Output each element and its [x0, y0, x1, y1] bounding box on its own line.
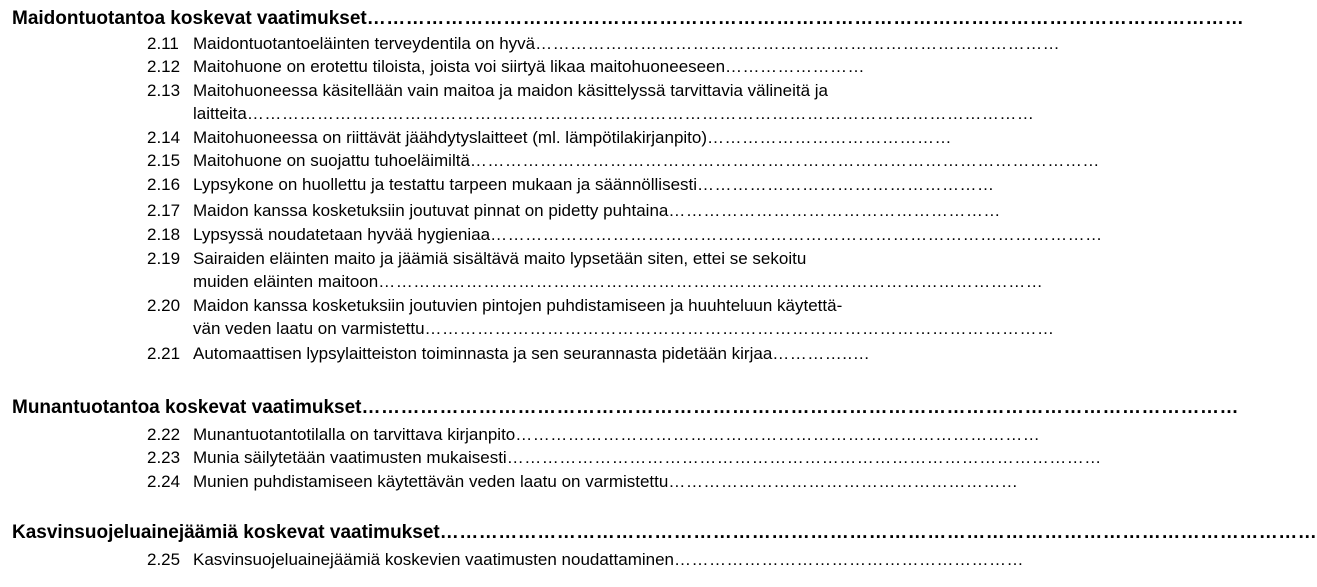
leader-dots: ……………………………………………………………………………………………	[490, 225, 1103, 244]
toc-entry-2-16[interactable]	[147, 174, 996, 197]
entry-number: 2.24	[147, 472, 181, 491]
entry-text: Lypsykone on huollettu ja testattu tarpeen mukaan ja säännöllisesti	[193, 175, 698, 194]
entry-text: Kasvinsuojeluainejäämiä koskevien vaatimusten noudattaminen	[193, 550, 675, 569]
leader-dots: ……………………………………………………………………………………………………	[378, 272, 1044, 291]
entry-text: Automaattisen lypsylaitteiston toiminnasta ja sen seurannasta pidetään kirjaa	[193, 344, 773, 363]
leader-dots: ………………………………………………………………………………	[515, 425, 1041, 444]
entry-number: 2.11	[147, 34, 179, 53]
toc-entry-2-18[interactable]	[147, 224, 1103, 247]
entry-number: 2.17	[147, 201, 181, 220]
toc-entry-2-22[interactable]	[147, 424, 1041, 447]
section-heading-text: Kasvinsuojeluainejäämiä koskevat vaatimukset	[12, 522, 440, 543]
entry-text: Maidontuotantoeläinten terveydentila on hyvä	[193, 34, 536, 53]
section-heading-text: Munantuotantoa koskevat vaatimukset	[12, 397, 362, 418]
entry-number: 2.16	[147, 175, 181, 194]
entry-number: 2.20	[147, 296, 181, 315]
entry-text: Maidon kanssa kosketuksiin joutuvien pintojen puhdistamiseen ja huuhteluun käytettä-	[193, 296, 843, 315]
toc-entry-2-19-continuation[interactable]	[147, 271, 1042, 294]
entry-number: 2.25	[147, 550, 181, 569]
toc-entry-2-15[interactable]	[147, 150, 1100, 173]
section-heading-maidontuotanto	[12, 7, 1245, 31]
leader-dots: ………………………………………………………………………………………………	[469, 151, 1100, 170]
toc-entry-2-17[interactable]	[147, 200, 1001, 223]
entry-text: Munantuotantotilalla on tarvittava kirjanpito	[193, 425, 516, 444]
entry-text: Sairaiden eläinten maito ja jäämiä sisältävä maito lypsetään siten, ettei se sekoitu	[193, 249, 807, 268]
section-heading-munantuotanto	[12, 396, 1239, 420]
entry-text-continuation: muiden eläinten maitoon	[193, 272, 379, 291]
entry-number: 2.13	[147, 81, 181, 100]
entry-text-continuation: vän veden laatu on varmistettu	[193, 319, 425, 338]
entry-number: 2.15	[147, 151, 181, 170]
entry-text: Maitohuone on erotettu tiloista, joista voi siirtyä likaa maitohuoneeseen	[193, 57, 726, 76]
toc-entry-2-13-continuation[interactable]	[147, 103, 1042, 126]
entry-text: Maitohuoneessa on riittävät jäähdytyslaitteet (ml. lämpötilakirjanpito)	[193, 128, 708, 147]
toc-entry-2-25[interactable]	[147, 549, 1025, 572]
toc-entry-2-20-continuation[interactable]	[147, 318, 1055, 341]
toc-entry-2-20[interactable]	[147, 295, 996, 318]
toc-entry-2-21[interactable]	[147, 343, 996, 366]
entry-number: 2.18	[147, 225, 181, 244]
entry-number: 2.12	[147, 57, 181, 76]
entry-text: Maitohuone on suojattu tuhoeläimiltä	[193, 151, 470, 170]
leader-dots: ……………………………………	[707, 128, 953, 147]
leader-dots: ……………………………………………………	[668, 472, 1019, 491]
toc-entry-2-24[interactable]	[147, 471, 1019, 494]
entry-text: Munien puhdistamiseen käytettävän veden laatu on varmistettu	[193, 472, 669, 491]
leader-dots: ………………………………………………………………………………	[535, 34, 1061, 53]
entry-number: 2.23	[147, 448, 181, 467]
toc-entry-2-11[interactable]	[147, 33, 1061, 56]
toc-entry-2-12[interactable]	[147, 56, 996, 79]
leader-dots: ……………………	[725, 57, 866, 76]
toc-entry-2-13[interactable]	[147, 80, 996, 103]
entry-text: Maidon kanssa kosketuksiin joutuvat pinnat on pidetty puhtaina	[193, 201, 669, 220]
leader-dots: ………………………………………………………………………………………………………………………	[361, 397, 1239, 418]
leader-dots: …………………………………………………………………………………………	[506, 448, 1102, 467]
entry-number: 2.22	[147, 425, 181, 444]
leader-dots: ……………………………………………	[697, 175, 995, 194]
leader-dots: ………………………………………………………………………………………………	[424, 319, 1055, 338]
leader-dots: ………………………………………………………………………………………………………………………	[439, 522, 1317, 543]
entry-number: 2.14	[147, 128, 181, 147]
toc-entry-2-19[interactable]	[147, 248, 996, 271]
toc-entry-2-14[interactable]	[147, 127, 996, 150]
entry-text: Lypsyssä noudatetaan hyvää hygieniaa	[193, 225, 491, 244]
entry-text: Munia säilytetään vaatimusten mukaisesti	[193, 448, 507, 467]
section-heading-kasvinsuojeluaine	[12, 521, 1317, 545]
leader-dots: ………………………………………………………………………………………………………………………	[246, 104, 1035, 123]
toc-entry-2-23[interactable]	[147, 447, 1102, 470]
entry-text: Maitohuoneessa käsitellään vain maitoa ja maidon käsittelyssä tarvittavia välineitä ja	[193, 81, 829, 100]
leader-dots: …………………………………………………	[668, 201, 1001, 220]
leader-dots: ………………………………………………………………………………………………………………………	[366, 8, 1245, 29]
entry-number: 2.21	[147, 344, 181, 363]
leader-dots: …………..…	[772, 344, 871, 363]
section-heading-text: Maidontuotantoa koskevat vaatimukset	[12, 8, 367, 29]
entry-text-continuation: laitteita	[193, 104, 247, 123]
leader-dots: ……………………………………………………	[674, 550, 1025, 569]
entry-number: 2.19	[147, 249, 181, 268]
